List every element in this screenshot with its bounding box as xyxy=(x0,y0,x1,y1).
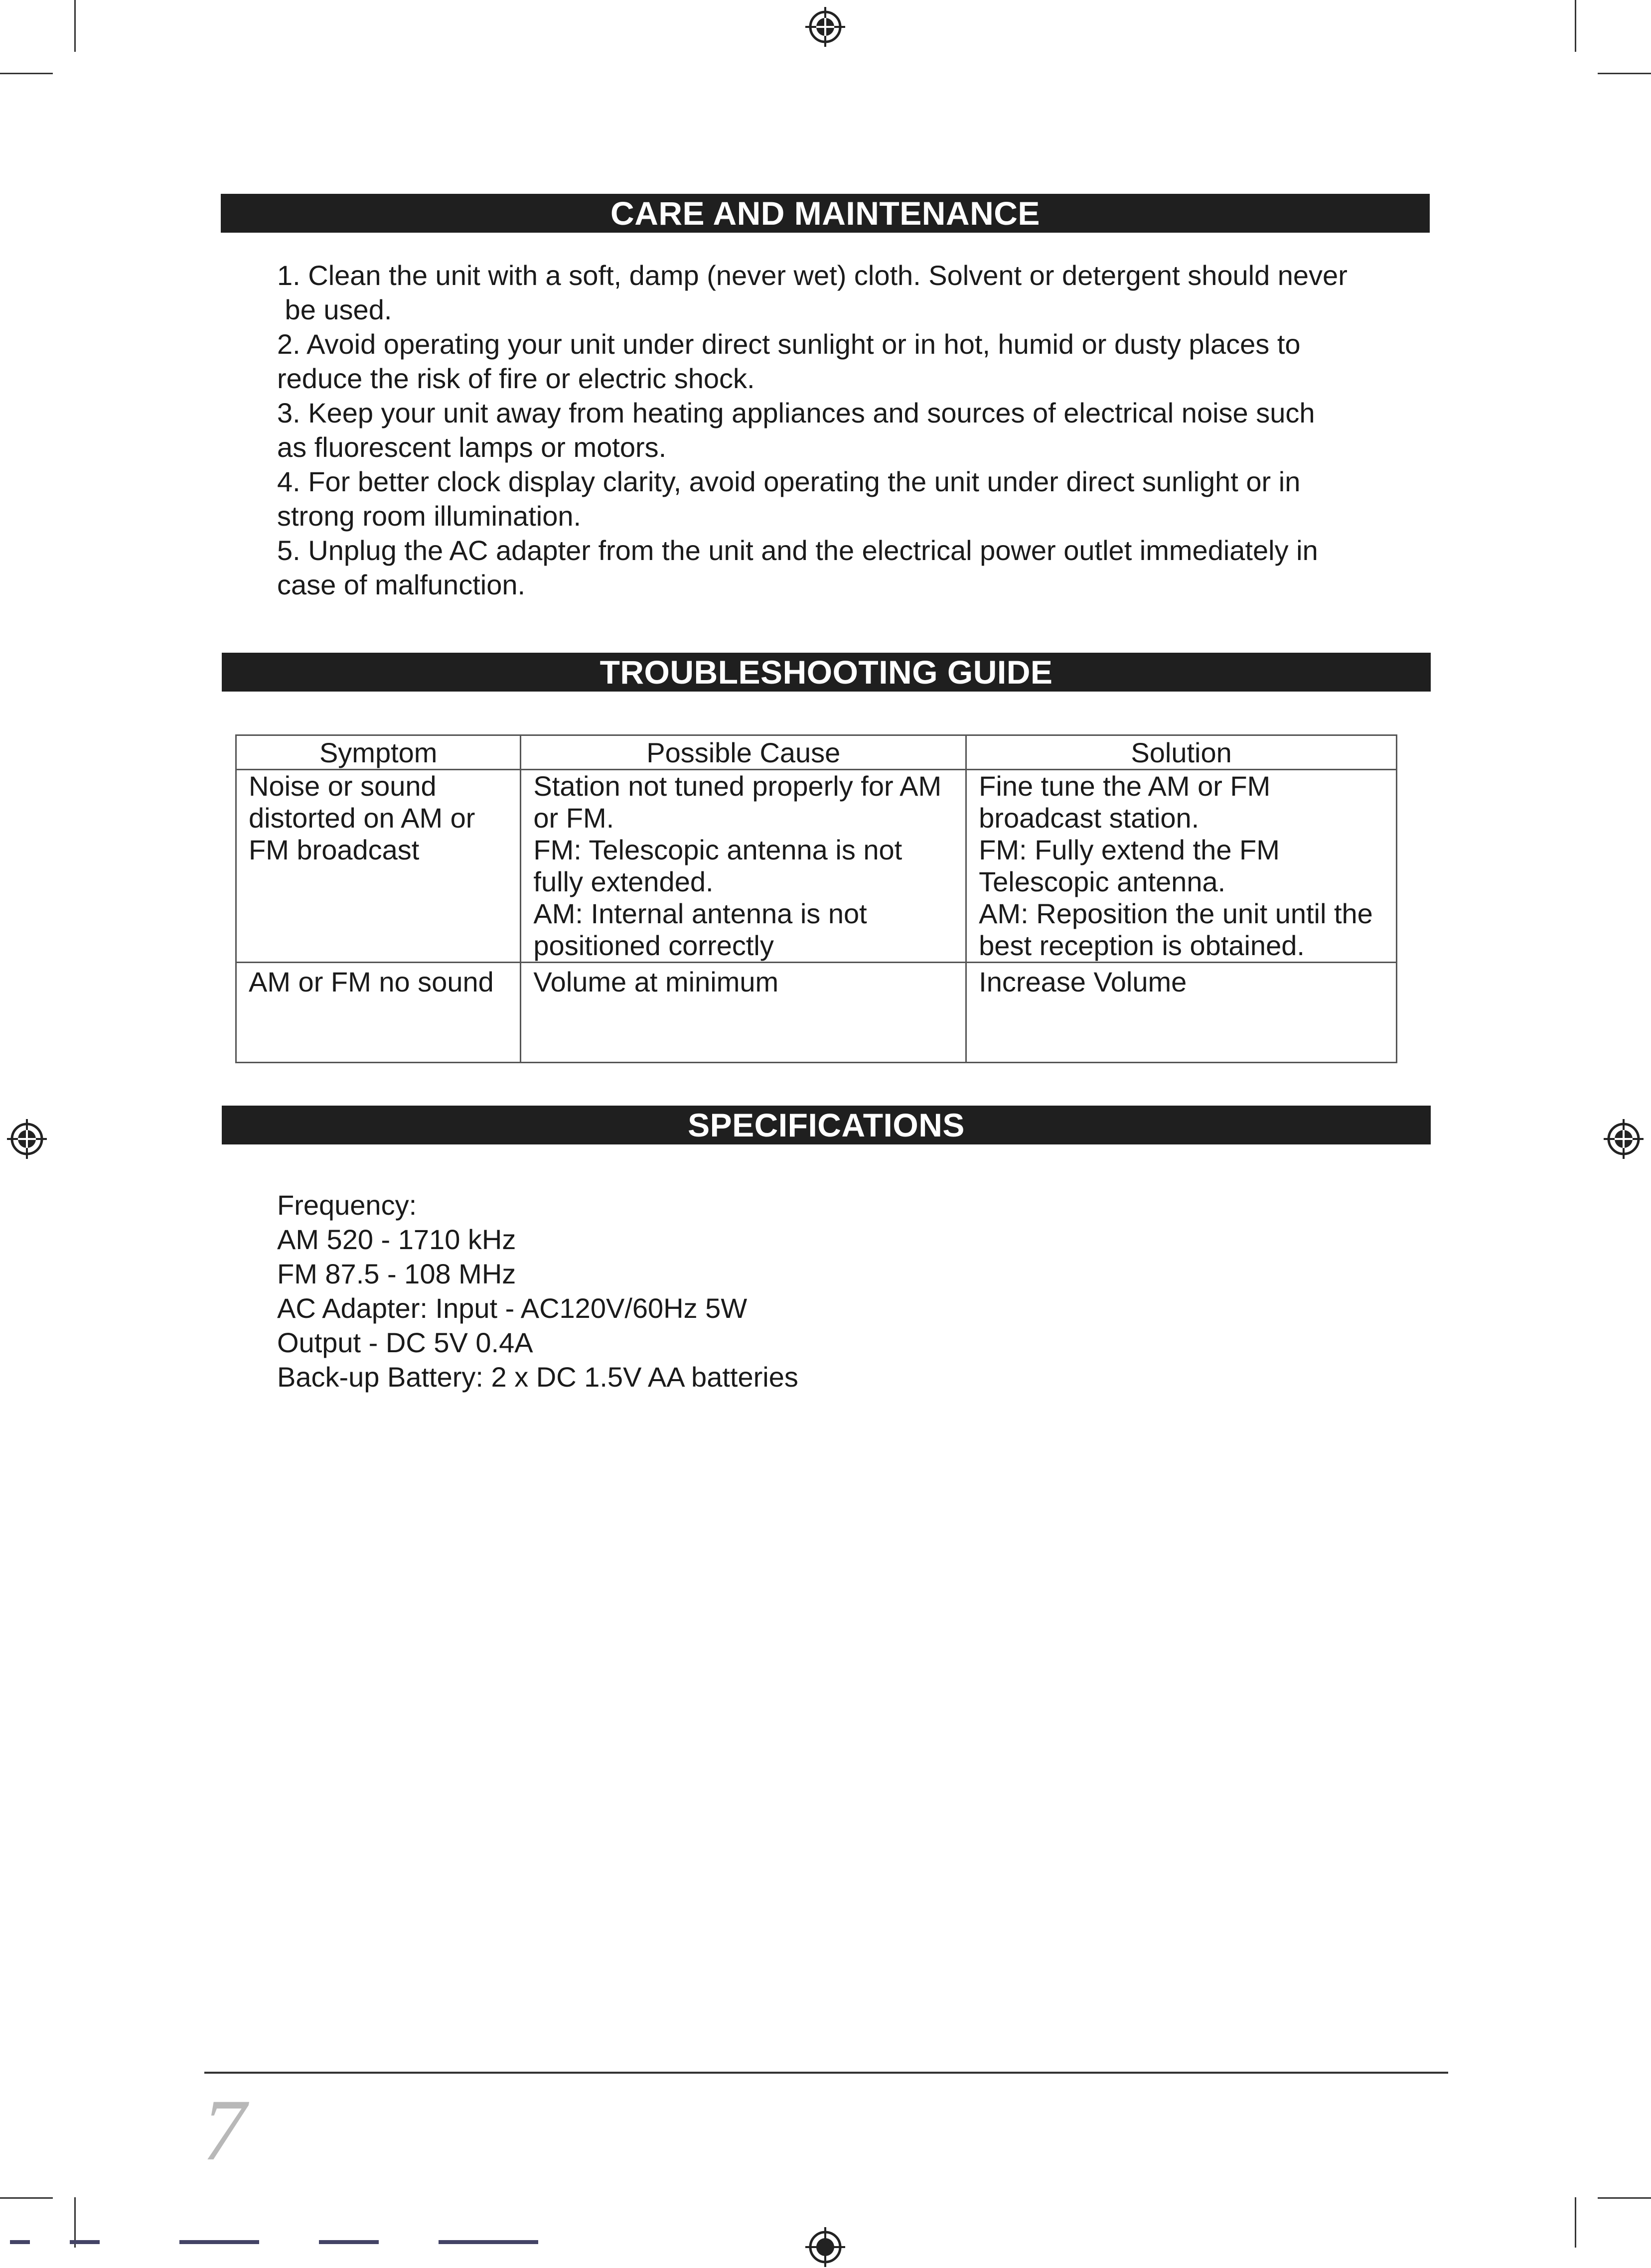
spec-line: Back-up Battery: 2 x DC 1.5V AA batteries xyxy=(277,1361,798,1393)
care-item-1-line-1: 1. Clean the unit with a soft, damp (never wet) cloth. Solvent or detergent should never xyxy=(277,260,1348,291)
slug-mark xyxy=(179,2240,259,2244)
solution-line: best reception is obtained. xyxy=(979,930,1305,961)
symptom-line: FM broadcast xyxy=(249,834,420,865)
care-item-3-line-1: 3. Keep your unit away from heating appliances and sources of electrical noise such xyxy=(277,397,1315,428)
troubleshooting-heading: TROUBLESHOOTING GUIDE xyxy=(222,653,1431,692)
cause-line: AM: Internal antenna is not xyxy=(533,898,867,929)
symptom-cell xyxy=(236,963,521,1063)
symptom-cell xyxy=(236,770,521,963)
solution-line: AM: Reposition the unit until the xyxy=(979,898,1373,929)
crop-mark-top-left-vertical xyxy=(74,0,76,52)
cause-line: fully extended. xyxy=(533,866,714,897)
spec-line: Frequency: xyxy=(277,1189,417,1221)
care-maintenance-heading: CARE AND MAINTENANCE xyxy=(221,194,1430,233)
crop-mark-top-left-horizontal xyxy=(0,73,53,74)
care-item-5-line-1: 5. Unplug the AC adapter from the unit and the electrical power outlet immediately in xyxy=(277,535,1318,566)
solution-line: broadcast station. xyxy=(979,802,1200,834)
cause-cell xyxy=(521,963,966,1063)
care-maintenance-list xyxy=(277,258,1403,602)
cause-line: Volume at minimum xyxy=(533,966,779,997)
crop-mark-top-right-horizontal xyxy=(1598,73,1651,74)
spec-line: AM 520 - 1710 kHz xyxy=(277,1224,516,1255)
care-item-4-line-2: strong room illumination. xyxy=(277,500,582,532)
spec-line: AC Adapter: Input - AC120V/60Hz 5W xyxy=(277,1292,748,1324)
footer-divider xyxy=(204,2072,1448,2074)
slug-mark xyxy=(439,2240,538,2244)
printer-slug-line xyxy=(10,2240,558,2248)
solution-line: Increase Volume xyxy=(979,966,1187,997)
spec-line: FM 87.5 - 108 MHz xyxy=(277,1258,516,1289)
slug-mark xyxy=(10,2240,30,2244)
crop-mark-bottom-right-horizontal xyxy=(1598,2197,1651,2199)
cause-line: positioned correctly xyxy=(533,930,774,961)
registration-mark-bottom-icon xyxy=(804,2226,846,2268)
header-solution: Solution xyxy=(966,735,1397,770)
care-item-5-line-2: case of malfunction. xyxy=(277,569,526,600)
symptom-line: Noise or sound xyxy=(249,770,437,802)
spec-line: Output - DC 5V 0.4A xyxy=(277,1327,533,1358)
cause-line: Station not tuned properly for AM xyxy=(533,770,942,802)
troubleshooting-table xyxy=(235,734,1397,1063)
page-number: 7 xyxy=(202,2082,246,2179)
cause-cell xyxy=(521,770,966,963)
registration-mark-right-icon xyxy=(1603,1118,1645,1160)
solution-cell xyxy=(966,770,1397,963)
header-possible-cause: Possible Cause xyxy=(521,735,966,770)
care-item-2-line-1: 2. Avoid operating your unit under direct sunlight or in hot, humid or dusty places to xyxy=(277,328,1301,360)
slug-mark xyxy=(70,2240,100,2244)
registration-mark-left-icon xyxy=(6,1118,48,1160)
cause-line: FM: Telescopic antenna is not xyxy=(533,834,902,865)
care-item-2-line-2: reduce the risk of fire or electric shock. xyxy=(277,363,755,394)
care-item-4-line-1: 4. For better clock display clarity, avoid operating the unit under direct sunlight or in xyxy=(277,466,1301,497)
crop-mark-bottom-right-vertical xyxy=(1575,2197,1576,2248)
solution-line: FM: Fully extend the FM xyxy=(979,834,1280,865)
care-item-1-line-2: be used. xyxy=(277,294,392,325)
table-row xyxy=(236,770,1397,963)
solution-line: Telescopic antenna. xyxy=(979,866,1226,897)
header-symptom: Symptom xyxy=(236,735,521,770)
slug-mark xyxy=(319,2240,379,2244)
registration-mark-top-icon xyxy=(804,6,846,48)
table-header-row xyxy=(236,735,1397,770)
crop-mark-top-right-vertical xyxy=(1575,0,1576,52)
table-row xyxy=(236,963,1397,1063)
symptom-line: AM or FM no sound xyxy=(249,966,494,997)
solution-line: Fine tune the AM or FM xyxy=(979,770,1271,802)
care-item-3-line-2: as fluorescent lamps or motors. xyxy=(277,431,667,463)
solution-cell xyxy=(966,963,1397,1063)
specifications-heading: SPECIFICATIONS xyxy=(222,1106,1431,1144)
specifications-list xyxy=(277,1188,1174,1394)
symptom-line: distorted on AM or xyxy=(249,802,475,834)
crop-mark-bottom-left-horizontal xyxy=(0,2197,53,2199)
cause-line: or FM. xyxy=(533,802,614,834)
